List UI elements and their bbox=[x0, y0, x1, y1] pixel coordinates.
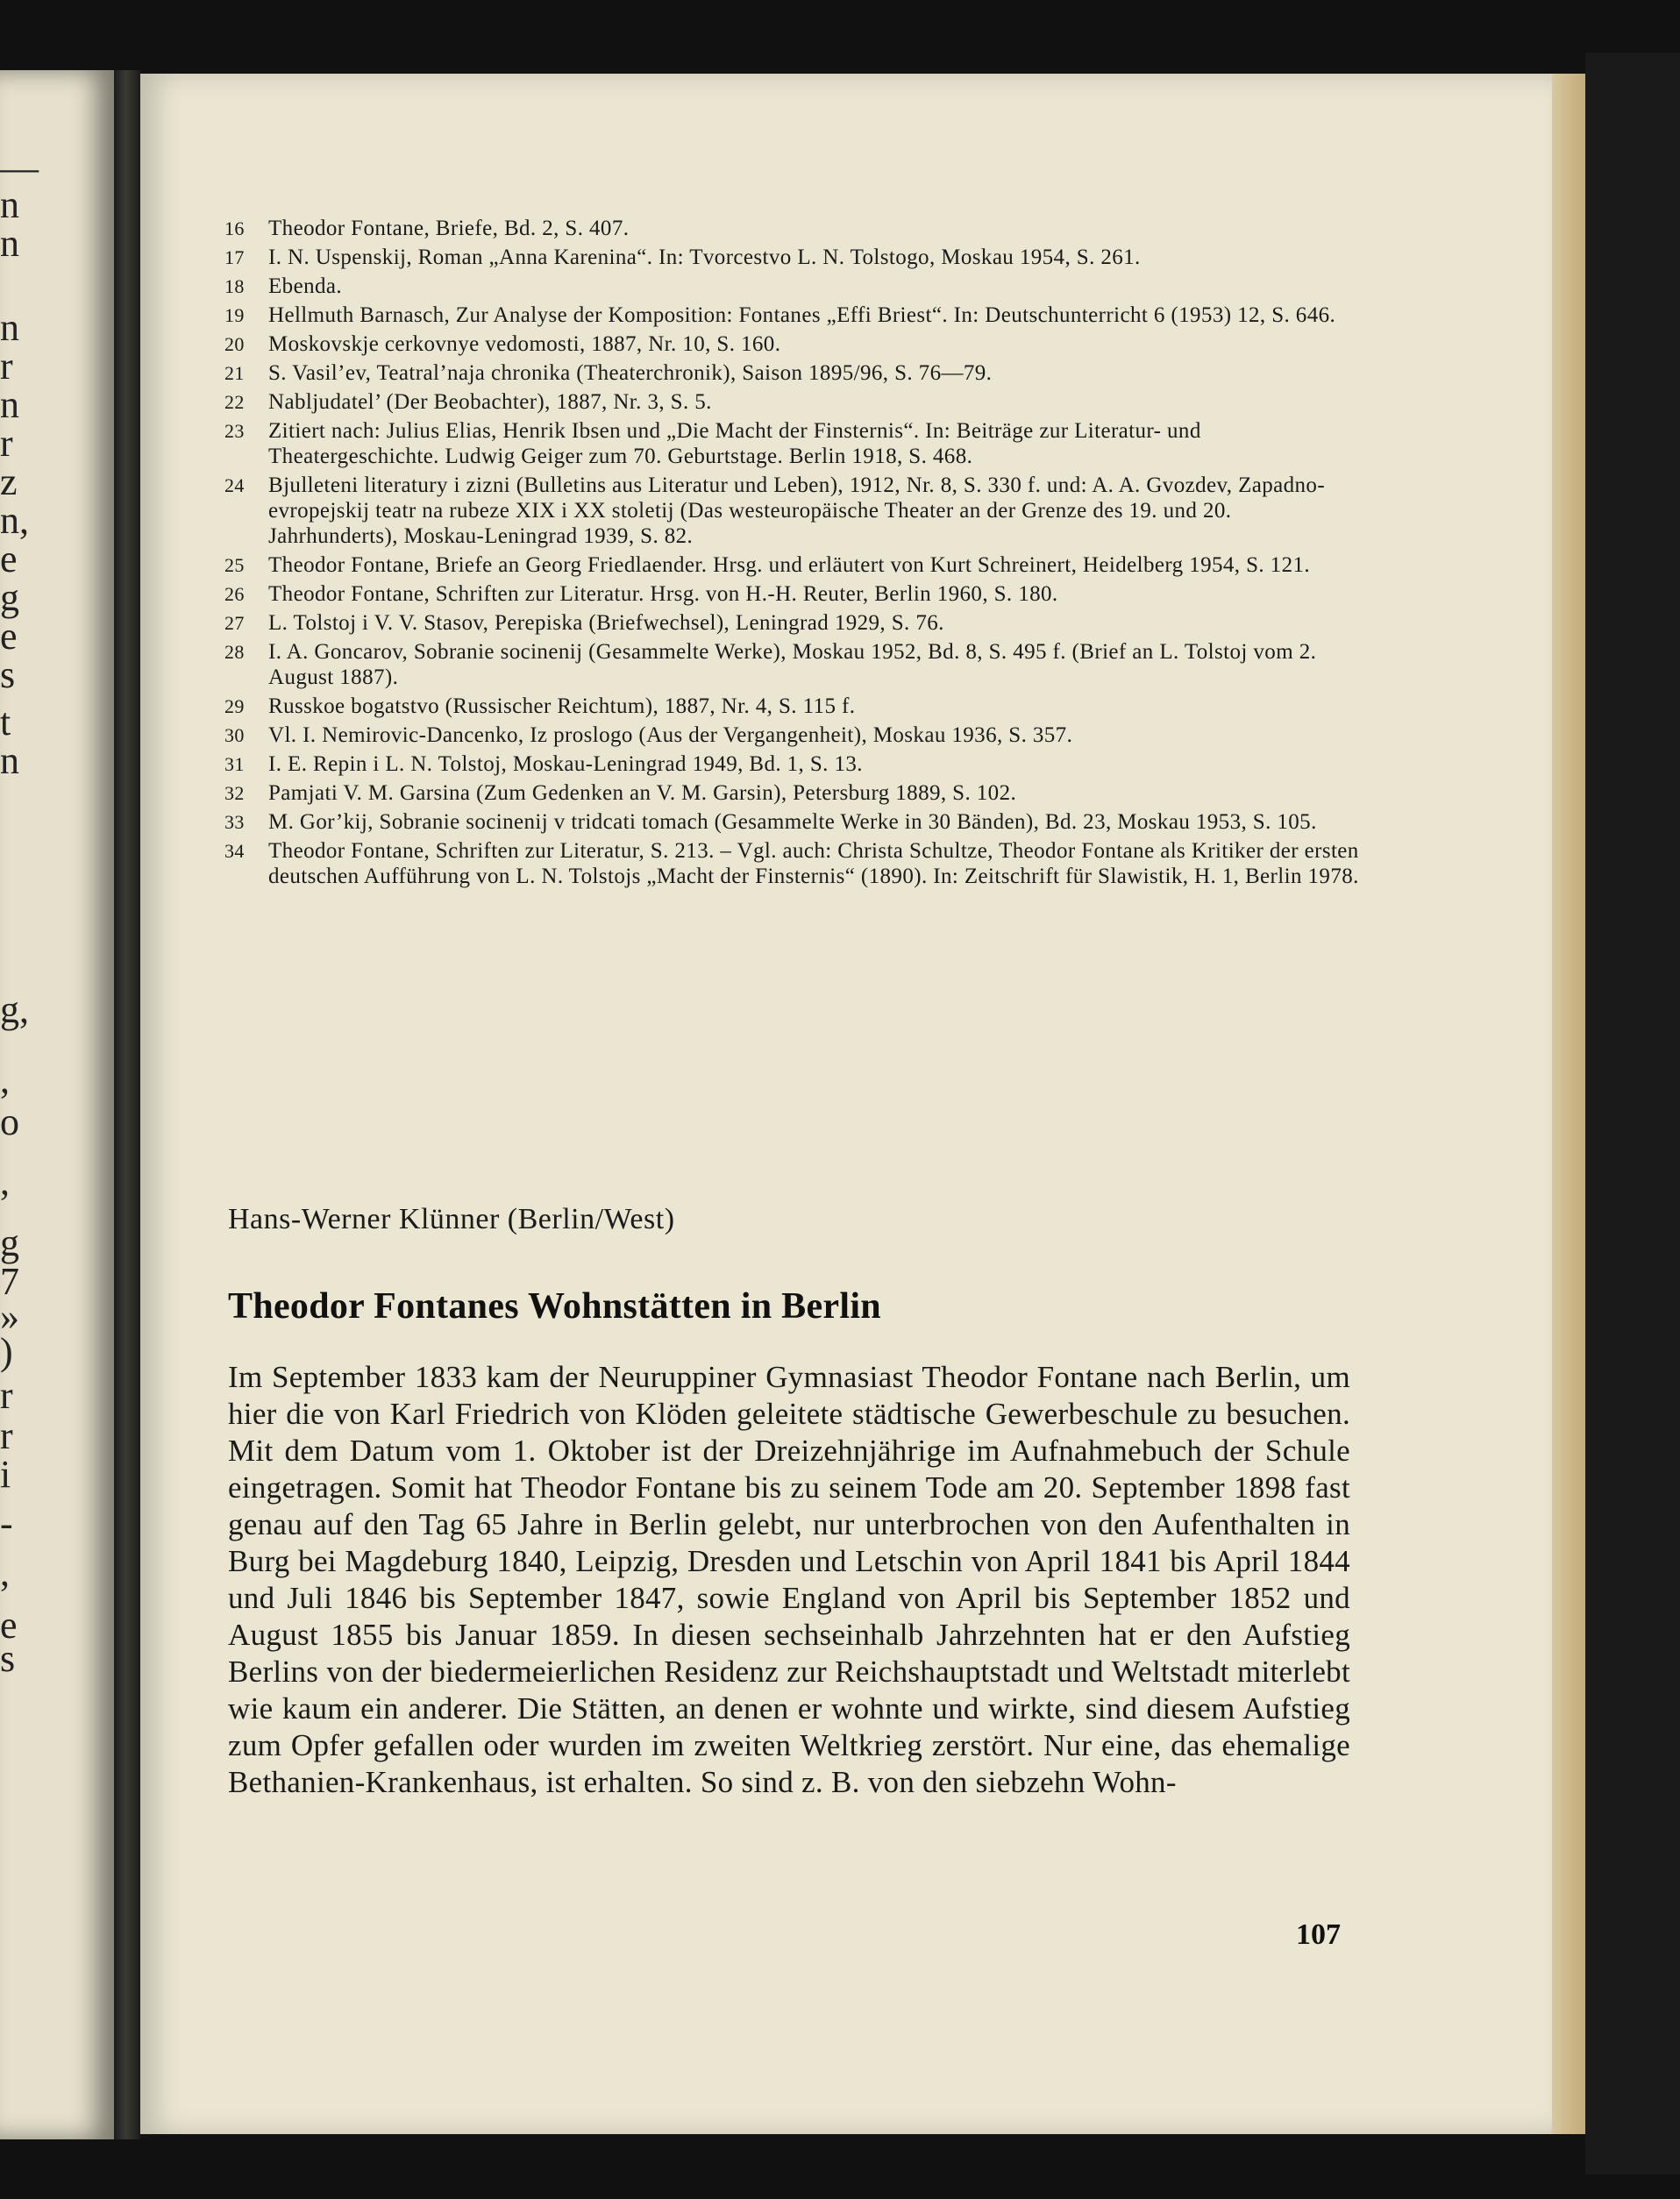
left-page-fragment: z bbox=[0, 460, 18, 503]
footnote-number: 18 bbox=[224, 275, 245, 297]
left-page-fragment: - bbox=[0, 1502, 13, 1545]
footnote-text: Zitiert nach: Julius Elias, Henrik Ibsen und „Die Macht der Finsternis“. In: Beiträge zur Literatur- und Theatergeschichte. Ludwig Geiger zum 70. Geburtstage. Berlin 1918, S. 468. bbox=[268, 419, 1201, 468]
left-page-fragment: g bbox=[0, 1221, 19, 1264]
left-page-fragment: r bbox=[0, 345, 13, 388]
footnote-number: 32 bbox=[224, 782, 245, 804]
footnote-number: 34 bbox=[224, 840, 245, 862]
footnote-text: Bjulleteni literatury i zizni (Bulletins aus Literatur und Leben), 1912, Nr. 8, S. 330 f. und: A. A. Gvozdev, Zapadno-evropejskij teatr na rubeze XIX i XX stoletij (Das westeuropäische Theater an der Grenze des 19. und 20. Jahrhunderts), Moskau-Leningrad 1939, S. 82. bbox=[268, 473, 1326, 548]
left-page-fragment: n, bbox=[0, 499, 29, 542]
footnote-item bbox=[224, 722, 1364, 748]
footnote-number: 33 bbox=[224, 811, 245, 833]
left-page-fragment: o bbox=[0, 1100, 19, 1143]
footnote-text: M. Gor’kij, Sobranie socinenij v tridcati tomach (Gesammelte Werke in 30 Bänden), Bd. 23, Moskau 1953, S. 105. bbox=[268, 810, 1317, 834]
footnote-number: 22 bbox=[224, 391, 245, 413]
footnote-number: 29 bbox=[224, 695, 245, 717]
footnote-item bbox=[224, 274, 1364, 299]
page-edges bbox=[1552, 74, 1585, 2134]
footnote-text: Pamjati V. M. Garsina (Zum Gedenken an V. M. Garsin), Petersburg 1889, S. 102. bbox=[268, 781, 1017, 805]
left-page-fragment: r bbox=[0, 1414, 13, 1457]
footnote-item bbox=[224, 838, 1364, 889]
page-number: 107 bbox=[1296, 1918, 1341, 1951]
book-gutter bbox=[114, 70, 140, 2139]
footnote-text: Moskovskje cerkovnye vedomosti, 1887, Nr. 10, S. 160. bbox=[268, 332, 781, 356]
left-page-edge bbox=[0, 70, 114, 2139]
left-page-fragment: s bbox=[0, 1637, 16, 1680]
left-page-fragment: r bbox=[0, 422, 13, 465]
left-page-fragment: , bbox=[0, 1058, 10, 1101]
footnote-number: 24 bbox=[224, 474, 245, 496]
footnote-text: S. Vasil’ev, Teatral’naja chronika (Theaterchronik), Saison 1895/96, S. 76—79. bbox=[268, 361, 993, 385]
footnote-item bbox=[224, 610, 1364, 636]
footnote-item bbox=[224, 809, 1364, 835]
footnote-item bbox=[224, 389, 1364, 415]
footnote-item bbox=[224, 751, 1364, 777]
left-page-fragment: , bbox=[0, 1551, 10, 1594]
footnote-number: 28 bbox=[224, 641, 245, 663]
left-page-fragment: » bbox=[0, 1295, 19, 1338]
footnote-item bbox=[224, 639, 1364, 690]
footnote-number: 30 bbox=[224, 724, 245, 746]
footnote-number: 27 bbox=[224, 612, 245, 634]
footnote-item bbox=[224, 473, 1364, 549]
left-page-fragment: — bbox=[0, 146, 39, 189]
footnote-text: Hellmuth Barnasch, Zur Analyse der Komposition: Fontanes „Effi Briest“. In: Deutschunterricht 6 (1953) 12, S. 646. bbox=[268, 303, 1336, 327]
left-page-fragment: 7 bbox=[0, 1260, 19, 1303]
footnote-text: L. Tolstoj i V. V. Stasov, Perepiska (Briefwechsel), Leningrad 1929, S. 76. bbox=[268, 611, 944, 635]
footnote-text: Theodor Fontane, Briefe an Georg Friedlaender. Hrsg. und erläutert von Kurt Schreinert, Heidelberg 1954, S. 121. bbox=[268, 553, 1311, 577]
left-page-fragment: g, bbox=[0, 988, 29, 1031]
footnote-text: Nabljudatel’ (Der Beobachter), 1887, Nr. 3, S. 5. bbox=[268, 390, 712, 414]
footnote-number: 21 bbox=[224, 362, 245, 384]
footnote-number: 16 bbox=[224, 217, 245, 239]
footnote-text: Theodor Fontane, Schriften zur Literatur. Hrsg. von H.-H. Reuter, Berlin 1960, S. 180. bbox=[268, 582, 1058, 606]
footnote-text: Vl. I. Nemirovic-Dancenko, Iz proslogo (Aus der Vergangenheit), Moskau 1936, S. 357. bbox=[268, 723, 1073, 747]
left-page-fragment: n bbox=[0, 222, 19, 265]
left-page-fragment: n bbox=[0, 383, 19, 426]
footnote-text: I. N. Uspenskij, Roman „Anna Karenina“. In: Tvorcestvo L. N. Tolstogo, Moskau 1954, S. 261. bbox=[268, 246, 1141, 269]
footnote-number: 31 bbox=[224, 753, 245, 775]
left-page-fragment: ) bbox=[0, 1330, 13, 1373]
footnote-item bbox=[224, 216, 1364, 241]
left-page-fragment: g bbox=[0, 576, 19, 619]
left-page-fragment: i bbox=[0, 1453, 11, 1496]
footnotes-list bbox=[224, 216, 1364, 893]
footnote-number: 25 bbox=[224, 554, 245, 576]
footnote-number: 19 bbox=[224, 304, 245, 326]
footnote-item bbox=[224, 694, 1364, 719]
left-page-fragment: n bbox=[0, 739, 19, 782]
left-page-fragment: n bbox=[0, 183, 19, 226]
footnote-number: 23 bbox=[224, 420, 245, 442]
article-body: Im September 1833 kam der Neuruppiner Gymnasiast Theodor Fontane nach Berlin, um hier die von Karl Friedrich von Klöden geleitete städtische Gewerbeschule zu besuchen. Mit dem Datum vom 1. Oktober ist der Dreizehnjährige im Aufnahmebuch der Schule eingetragen. Somit hat Theodor Fontane bis zu seinem Tode am 20. September 1898 fast genau auf den Tag 65 Jahre in Berlin gelebt, nur unterbrochen von den Aufenthalten in Burg bei Magdeburg 1840, Leipzig, Dresden und Letschin von April 1841 bis April 1844 und Juli 1846 bis September 1847, sowie England von April bis September 1852 und August 1855 bis Januar 1859. In diesen sechseinhalb Jahrzehnten hat er den Aufstieg Berlins von der biedermeierlichen Residenz zur Reichshauptstadt und Weltstadt miterlebt wie kaum ein anderer. Die Stätten, an denen er wohnte und wirkte, sind diesem Aufstieg zum Opfer gefallen oder wurden im zweiten Weltkrieg zerstört. Nur eine, das ehemalige Bethanien-Krankenhaus, ist erhalten. So sind z. B. von den siebzehn Wohn- bbox=[228, 1360, 1350, 1799]
footnote-item bbox=[224, 780, 1364, 806]
article-author: Hans-Werner Klünner (Berlin/West) bbox=[228, 1203, 675, 1235]
left-page-fragment: , bbox=[0, 1160, 10, 1203]
left-page-fragment: n bbox=[0, 306, 19, 349]
left-page-fragment: t bbox=[0, 701, 11, 744]
footnote-text: Ebenda. bbox=[268, 274, 343, 298]
article-title: Theodor Fontanes Wohnstätten in Berlin bbox=[228, 1286, 881, 1327]
footnote-text: I. A. Goncarov, Sobranie socinenij (Gesammelte Werke), Moskau 1952, Bd. 8, S. 495 f. (Brief an L. Tolstoj vom 2. August 1887). bbox=[268, 640, 1317, 689]
footnote-text: I. E. Repin i L. N. Tolstoj, Moskau-Leningrad 1949, Bd. 1, S. 13. bbox=[268, 752, 863, 776]
footnote-item bbox=[224, 360, 1364, 386]
footnote-item bbox=[224, 552, 1364, 578]
left-page-fragment: s bbox=[0, 653, 16, 696]
footnote-item bbox=[224, 581, 1364, 607]
left-page-fragment: r bbox=[0, 1374, 13, 1417]
footnote-item bbox=[224, 302, 1364, 328]
background-shadow bbox=[1585, 53, 1680, 2174]
footnote-item bbox=[224, 331, 1364, 357]
footnote-number: 17 bbox=[224, 246, 245, 268]
footnote-item bbox=[224, 245, 1364, 270]
footnote-number: 26 bbox=[224, 583, 245, 605]
footnote-text: Theodor Fontane, Schriften zur Literatur, S. 213. – Vgl. auch: Christa Schultze, Theodor Fontane als Kritiker der ersten deutschen Aufführung von L. N. Tolstojs „Macht der Finsternis“ (1890). In: Zeitschrift für Slawistik, H. 1, Berlin 1978. bbox=[268, 839, 1359, 888]
footnote-item bbox=[224, 418, 1364, 469]
left-page-fragment: e bbox=[0, 615, 18, 658]
footnote-text: Theodor Fontane, Briefe, Bd. 2, S. 407. bbox=[268, 217, 630, 240]
left-page-fragment: e bbox=[0, 537, 18, 580]
footnote-number: 20 bbox=[224, 333, 245, 355]
left-page-fragment: e bbox=[0, 1604, 18, 1647]
footnote-text: Russkoe bogatstvo (Russischer Reichtum), 1887, Nr. 4, S. 115 f. bbox=[268, 694, 856, 718]
